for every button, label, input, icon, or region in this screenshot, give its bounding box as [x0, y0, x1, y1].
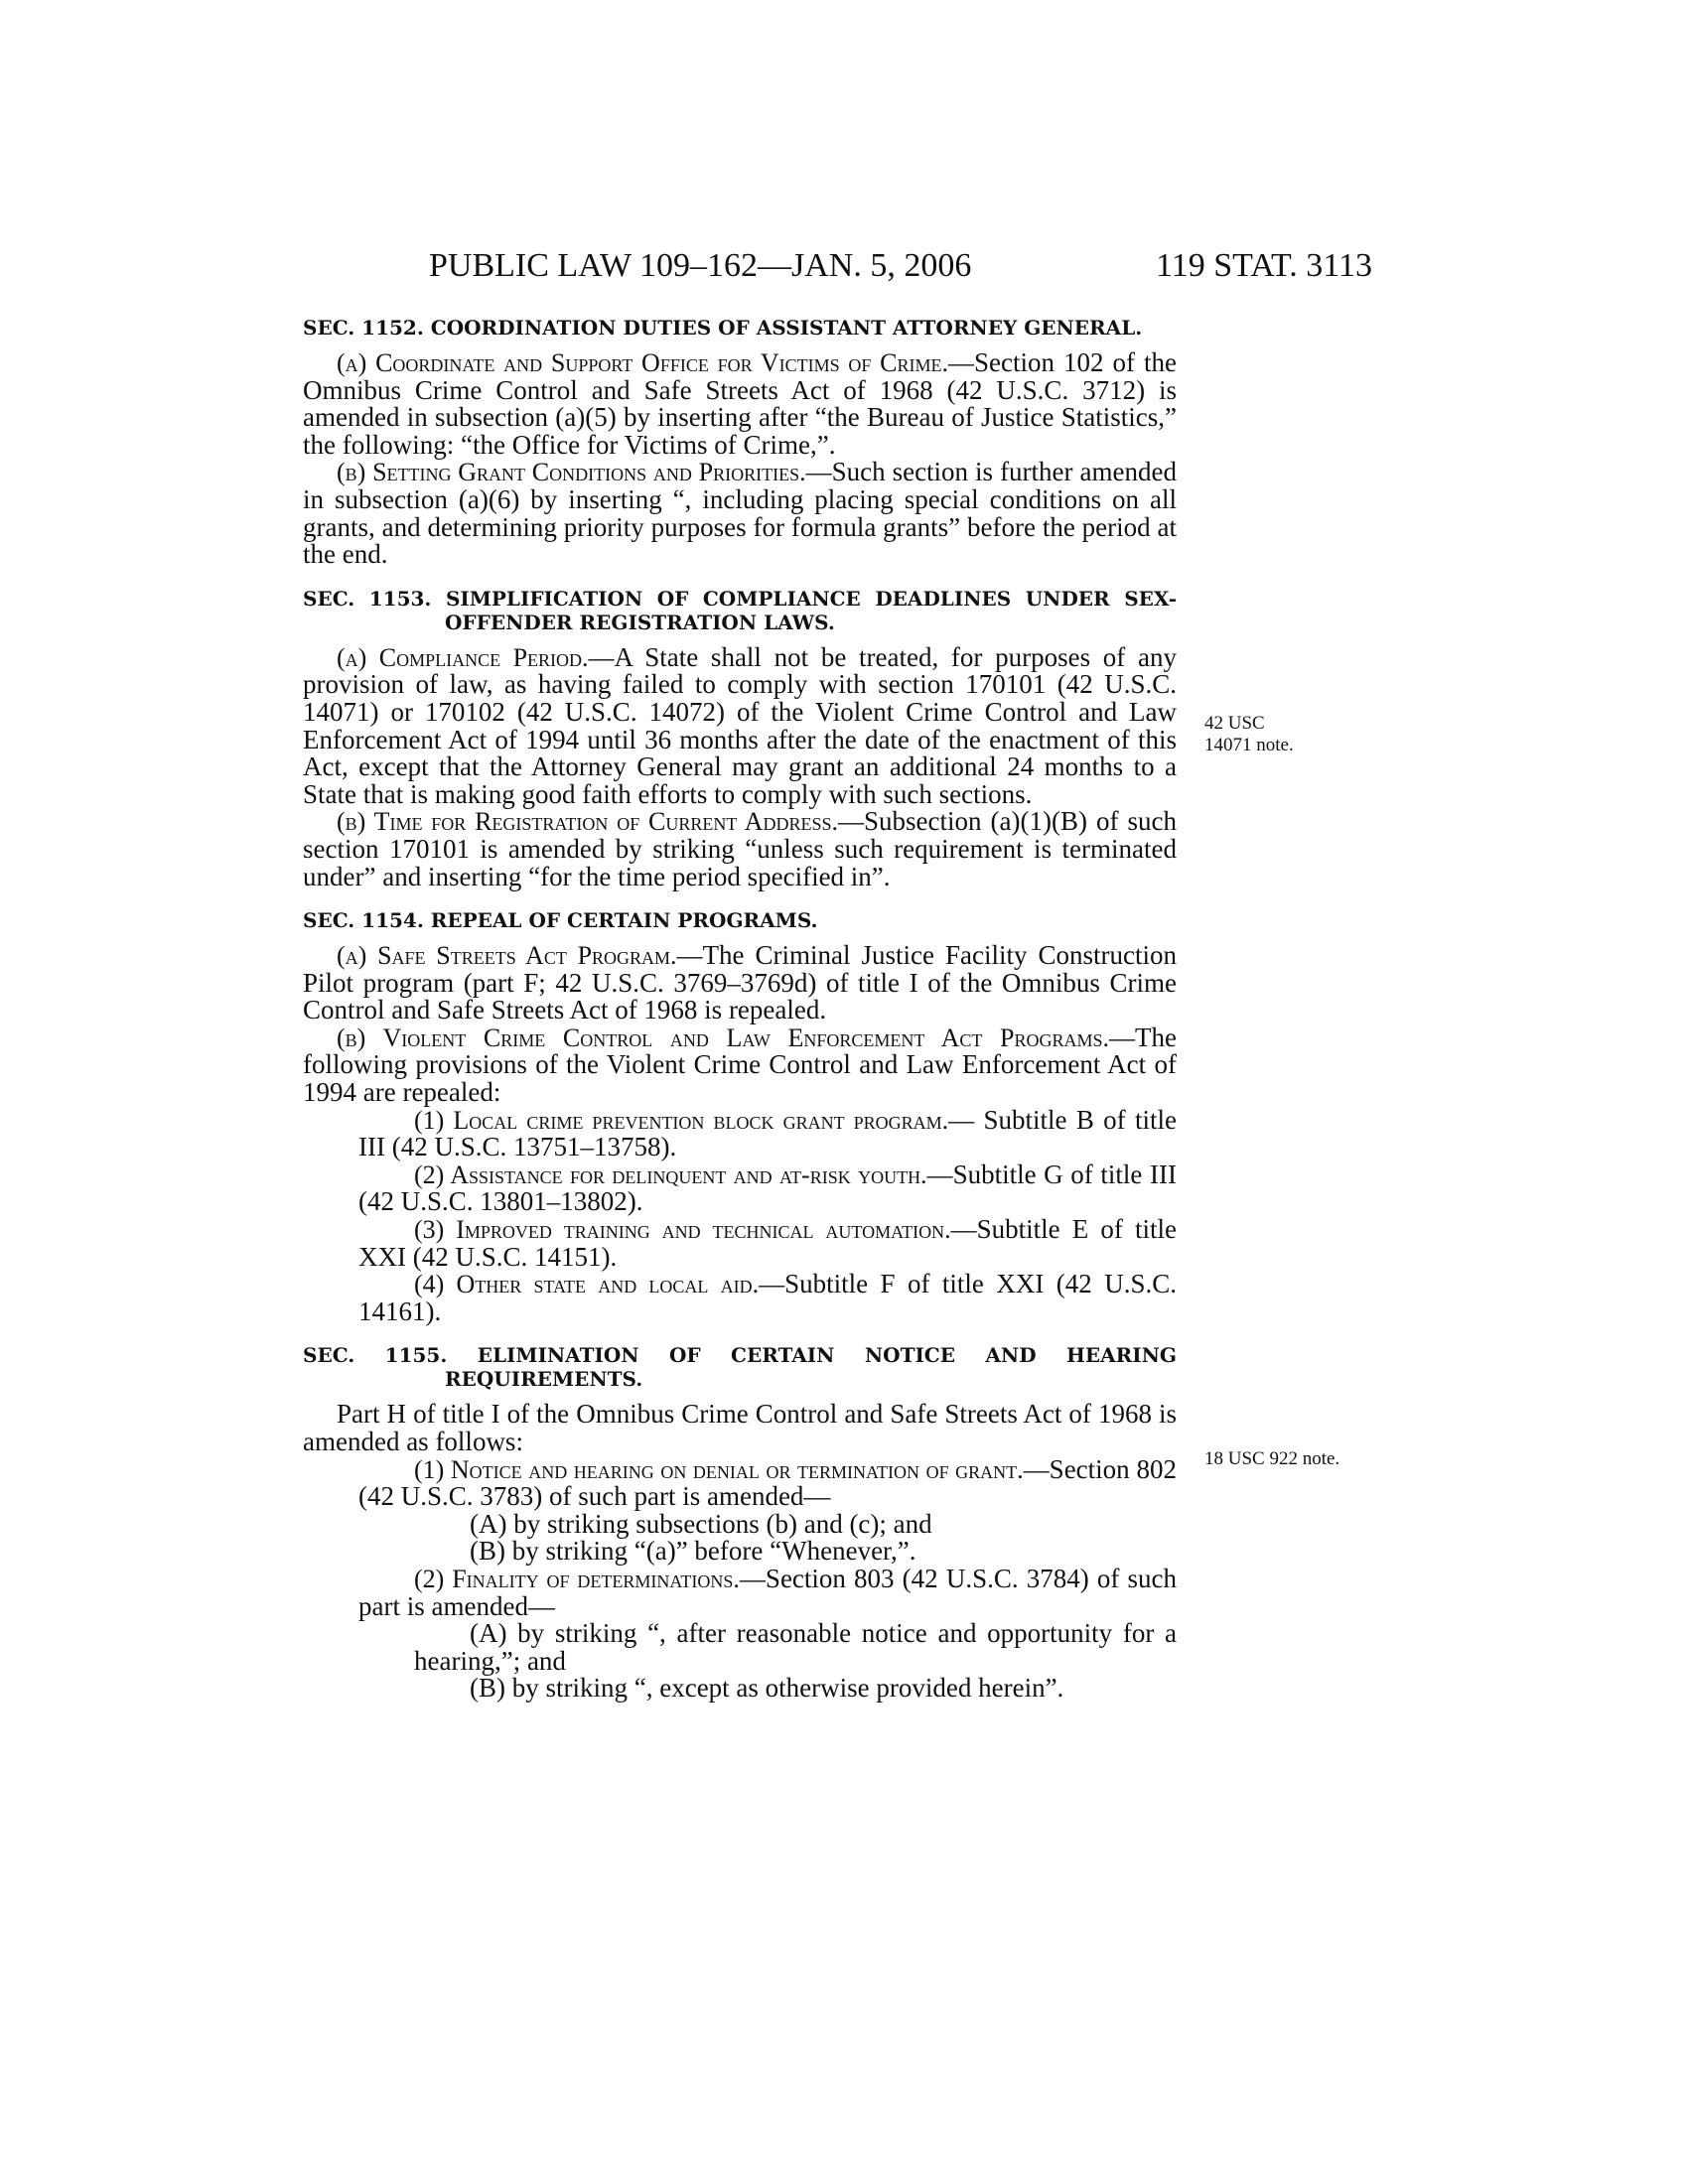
list-item	[358, 1161, 1177, 1216]
stat-page-number: 119 STAT. 3113	[1156, 247, 1372, 284]
section-1152-b	[303, 459, 1177, 568]
list-item	[358, 1216, 1177, 1271]
margin-note-14071: 42 USC 14071 note.	[1204, 713, 1294, 755]
item-text: Subtitle E of title XXI (42 U.S.C. 14151).	[358, 1214, 1178, 1272]
section-1152-a	[303, 349, 1177, 459]
section-heading-1153: SEC. 1153. SIMPLIFICATION OF COMPLIANCE DEADLINES UNDER SEX-OFFENDER REGISTRATION LAWS.	[303, 586, 1177, 634]
item-label: (3) Improved training and technical automation.—	[414, 1215, 977, 1245]
margin-note-922: 18 USC 922 note.	[1204, 1448, 1340, 1469]
subsection-text: A State shall not be treated, for purposes of any provision of law, as having failed to comply with section 170101 (42 U.S.C. 14071) or 170102 (42 U.S.C. 14072) of the Violent Crime Control and Law Enforcement Act of 1994 until 36 months after the date of the enactment of this Act, except that the Attorney General may grant an additional 24 months to a State that is making good faith efforts to comply with such sections.	[303, 641, 1177, 809]
subsection-label: (a) Compliance Period.—	[337, 642, 615, 672]
subsection-label: (b) Time for Registration of Current Address.—	[337, 807, 864, 837]
running-head: PUBLIC LAW 109–162—JAN. 5, 2006	[429, 247, 972, 284]
paragraph-text: Section 803 (42 U.S.C. 3784) of such part is amended—	[358, 1563, 1177, 1621]
list-item	[358, 1271, 1177, 1325]
subsection-text: Section 102 of the Omnibus Crime Control and Safe Streets Act of 1968 (42 U.S.C. 3712) is amended in subsection (a)(5) by inserting after “the Bureau of Justice Statistics,” the following: “the Office for Victims of Crime,”.	[303, 347, 1177, 460]
section-1154-a	[303, 942, 1177, 1024]
subsection-text: Such section is further amended in subsection (a)(6) by inserting “, including placing special conditions on all grants, and determining priority purposes for formula grants” before the period at the end.	[303, 457, 1177, 570]
section-1153-b	[303, 808, 1177, 890]
section-heading-1155: SEC. 1155. ELIMINATION OF CERTAIN NOTICE AND HEARING REQUIREMENTS.	[303, 1343, 1177, 1392]
section-1154-b	[303, 1024, 1177, 1107]
item-text: Subtitle B of title III (42 U.S.C. 13751–13758).	[358, 1104, 1177, 1162]
section-heading-1152: SEC. 1152. COORDINATION DUTIES OF ASSISTANT ATTORNEY GENERAL.	[303, 316, 1143, 340]
list-item	[358, 1104, 1177, 1162]
section-1155-p1-A: (A) by striking subsections (b) and (c); and	[470, 1508, 932, 1539]
section-heading-1154: SEC. 1154. REPEAL OF CERTAIN PROGRAMS.	[303, 908, 818, 933]
item-text: Subtitle G of title III (42 U.S.C. 13801–13802).	[358, 1159, 1177, 1217]
subsection-label: (b) Setting Grant Conditions and Priorities.—	[337, 458, 832, 487]
item-label: (2) Assistance for delinquent and at-risk youth.—	[414, 1160, 953, 1189]
paragraph-label: (2) Finality of determinations.—	[414, 1564, 766, 1593]
section-1155-p1-B: (B) by striking “(a)” before “Whenever,”.	[470, 1536, 916, 1567]
paragraph-text: Section 802 (42 U.S.C. 3783) of such part is amended—	[358, 1453, 1177, 1512]
item-label: (1) Local crime prevention block grant program.—	[414, 1105, 975, 1135]
paragraph-label: (1) Notice and hearing on denial or termination of grant.—	[414, 1454, 1050, 1484]
subsection-label: (b) Violent Crime Control and Law Enforcement Act Programs.—	[337, 1023, 1136, 1052]
section-1155-intro: Part H of title I of the Omnibus Crime Control and Safe Streets Act of 1968 is amended as follows:	[303, 1399, 1177, 1456]
section-1155-p2-B: (B) by striking “, except as otherwise provided herein”.	[470, 1673, 1064, 1704]
subsection-label: (a) Safe Streets Act Program.—	[337, 941, 703, 971]
section-1153-a	[303, 641, 1177, 809]
subsection-text: The following provisions of the Violent Crime Control and Law Enforcement Act of 1994 are repealed:	[303, 1022, 1177, 1108]
subsection-text: The Criminal Justice Facility Construction Pilot program (part F; 42 U.S.C. 3769–3769d) of title I of the Omnibus Crime Control and Safe Streets Act of 1968 is repealed.	[303, 940, 1177, 1025]
section-1155-p1	[358, 1453, 1177, 1512]
item-label: (4) Other state and local aid.—	[414, 1270, 785, 1299]
section-1155-p2-A: (A) by striking “, after reasonable notice and opportunity for a hearing,”; and	[414, 1618, 1177, 1676]
item-text: Subtitle F of title XXI (42 U.S.C. 14161).	[358, 1269, 1177, 1326]
main-column	[303, 316, 1177, 1703]
section-1155-p2	[358, 1563, 1177, 1621]
subsection-label: (a) Coordinate and Support Office for Victims of Crime.—	[337, 348, 975, 377]
subsection-text: Subsection (a)(1)(B) of such section 170101 is amended by striking “unless such requirement is terminated under” and inserting “for the time period specified in”.	[303, 806, 1177, 891]
